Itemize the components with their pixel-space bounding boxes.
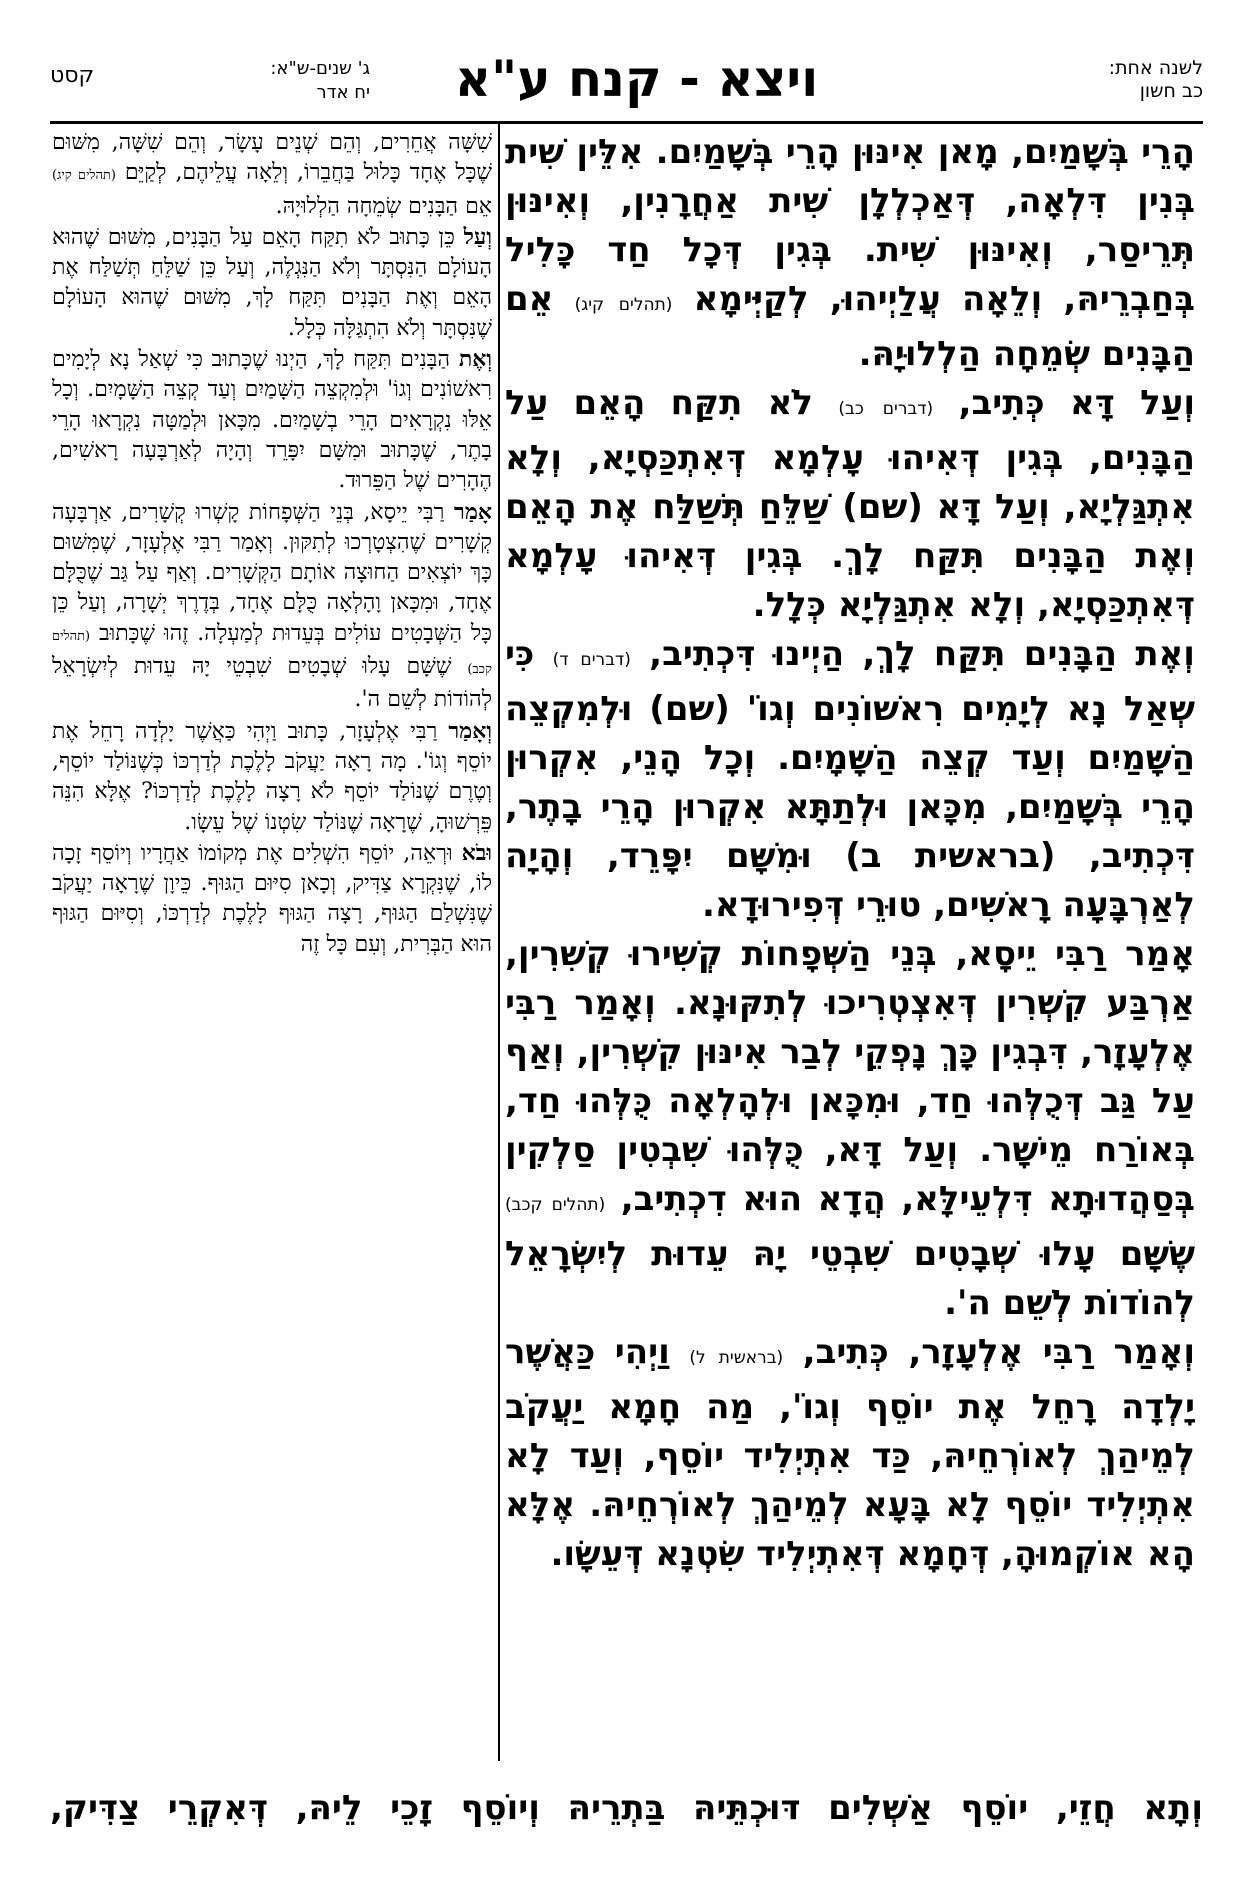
main-paragraph-lead: וְאָמַר xyxy=(1113,1332,1195,1372)
main-paragraph-tail: אֵם הַבָּנִים שְׂמֵחָה הַלְלוּיָהּ. xyxy=(505,279,1195,374)
main-reference: (תהלים קיג) xyxy=(574,295,673,315)
commentary-text: כֵּן כָּתוּב לֹא תִקַּח הָאֵם עַל הַבָּנִים, מִשּׁוּם שֶׁהוּא הָעוֹלָם הַנִּסְתָּר וְלֹא הַנִּגְלֶה, וְעַל כֵּן שַׁלֵּחַ תְּשַׁלַּח אֶת הָאֵם וְאֶת הַבָּנִים תִּקַּח לָךְ, מִשּׁוּם שֶׁהוּא הָעוֹלָם שֶׁנִּסְתָּר וְלֹא הִתְגַּלָּה כְּלָל. xyxy=(52,224,492,341)
running-header xyxy=(50,50,1203,119)
header-alt-schedule-date: יח אדר xyxy=(316,82,370,103)
header-alt-schedule xyxy=(170,57,370,105)
main-reference: (תהלים קכב) xyxy=(505,1195,606,1215)
column-divider xyxy=(498,121,500,1761)
main-paragraph-lead: וְעַל xyxy=(1140,383,1195,423)
main-reference: (דברים כב) xyxy=(838,399,934,419)
commentary-lead: וְאֶת xyxy=(458,346,492,373)
header-study-schedule xyxy=(1109,57,1203,103)
page-number: קסט xyxy=(50,63,95,88)
commentary-text: הַבָּנִים תִּקַּח לָךְ, הַיְנוּ שֶׁכָּתוּב כִּי שְׁאַל נָא לְיָמִים רִאשׁוֹנִים וְגוֹ' וּלְמִקְצֵה הַשָּׁמַיִם וְעַד קְצֵה הַשָּׁמָיִם. וְכָל אֵלּוּ נִקְרָאִים הָרֵי בְשָׁמַיִם. מִכָּאן וּלְמַטָּה נִקְרָאוּ הָרֵי בָתֶר, שֶׁכָּתוּב וּמִשָּׁם יִפָּרֵד וְהָיָה לְאַרְבָּעָה רָאשִׁים, הֶהָרִים שֶׁל הַפֵּרוּד. xyxy=(52,347,492,494)
commentary-lead: אָמַר xyxy=(454,498,492,525)
bottom-full-width-line: וְתָא חֲזֵי, יוֹסֵף אַשְׁלִים דּוּכְתֵּיהּ בַּתְרֵיהּ וְיוֹסֵף זָכֵי לֵיהּ, דְּאִקְרֵי צַדִּיק, xyxy=(50,1788,1203,1828)
main-reference: (דברים ד) xyxy=(552,650,631,670)
main-paragraph-lead: וְאֶת xyxy=(1135,634,1195,674)
header-left-block xyxy=(50,57,390,117)
header-rule xyxy=(50,121,1203,124)
main-paragraph xyxy=(505,630,1195,930)
commentary-reference: (תהלים קכב) xyxy=(52,628,492,678)
commentary-text: שִׁשָּׁה אֲחֵרִים, וְהֵם שְׁנֵים עָשָׂר, וְהֵם שִׁשָּׁה, מִשּׁוּם שֶׁכָּל אֶחָד כָּלוּל בַּחֲבֵרוֹ, וְלֵאָה עֲלֵיהֶם, לְקַיֵּם xyxy=(52,130,492,186)
commentary-lead: וּבֹא xyxy=(461,839,492,866)
main-paragraph-text: רַבִּי יֵיסָא, בְּנֵי הַשְּׁפָחוֹת קְשִׁירוּ קְשִׁרִין, אַרְבַּע קִשְׁרִין דְּאִצְטְרִיכוּ לְתִקּוּנָא. וְאָמַר רַבִּי אֶלְעָזָר, דִּבְגִין כָּךְ נָפְקֵי לְבַר אִינּוּן קִשְׁרִין, וְאַף עַל גַּב דְּכֻלְּהוּ חַד, וּמִכָּאן וּלְהָלְאָה כֻּלְּהוּ חַד, בְּאוֹרַח מֵישָׁר. וְעַל דָּא, כֻּלְּהוּ שִׁבְטִין סַלְקִין בְּסַהֲדוּתָא דִּלְעֵילָּא, הֲדָא הוּא דִכְתִיב, xyxy=(505,934,1195,1219)
main-text-column xyxy=(505,128,1195,1758)
main-paragraph-tail: שֶׁשָּׁם עָלוּ שְׁבָטִים שִׁבְטֵי יָהּ עֵדוּת לְיִשְׂרָאֵל לְהוֹדוֹת לְשֵׁם ה'. xyxy=(505,1234,1195,1323)
page-title: ויצא - קנח ע"א xyxy=(454,50,819,108)
main-paragraph-lead: אָמַר xyxy=(1125,934,1195,974)
main-paragraph-tail: כִּי שְׁאַל נָא לְיָמִים רִאשׁוֹנִים וְגוֹ' (שם) וּלְמִקְצֵה הַשָּׁמַיִם וְעַד קְצֵה הַשָּׁמָיִם. וְכָל הָנֵי, אִקְרוּן הָרֵי בְּשָׁמַיִם, מִכָּאן וּלְתַתָּא אִקְרוּן הָרֵי בָתֶר, דִּכְתִיב, (בראשית ב) וּמִשָּׁם יִפָּרֵד, וְהָיָה לְאַרְבָּעָה רָאשִׁים, טוּרֵי דְּפִירוּדָא. xyxy=(505,634,1195,925)
main-paragraph-text: רַבִּי אֶלְעָזָר, כְּתִיב, xyxy=(802,1332,1094,1372)
commentary-paragraph xyxy=(52,716,492,838)
commentary-paragraph xyxy=(52,222,492,344)
main-paragraph xyxy=(505,1328,1195,1579)
main-reference: (בראשית ל) xyxy=(689,1348,784,1368)
header-alt-schedule-label: ג' שנים-ש"א: xyxy=(270,58,370,79)
main-paragraph xyxy=(505,930,1195,1328)
commentary-text: רַבִּי יֵיסָא, בְּנֵי הַשְּׁפָחוֹת קָשְׁרוּ קְשָׁרִים, אַרְבָּעָה קְשָׁרִים שֶׁהִצְטָרְכוּ לְתִקּוּן. וְאָמַר רַבִּי אֶלְעָזָר, שֶׁמִּשּׁוּם כָּךְ יוֹצְאִים הַחוּצָה אוֹתָם הַקְּשָׁרִים. וְאַף עַל גַּב שֶׁכֻּלָּם אֶחָד, וּמִכָּאן וָהָלְאָה כֻּלָּם אֶחָד, בְּדֶרֶךְ יְשָׁרָה, וְעַל כֵּן כָּל הַשְּׁבָטִים עוֹלִים בְּעֵדוּת לְמַעְלָה. זֶהוּ שֶׁכָּתוּב xyxy=(52,499,492,646)
commentary-paragraph xyxy=(52,344,492,496)
main-paragraph-text: דָּא כְּתִיב, xyxy=(958,383,1115,423)
commentary-paragraph xyxy=(52,128,492,222)
commentary-lead: וְאָמַר xyxy=(448,717,492,744)
header-schedule-label: לשנה אחת: xyxy=(1108,57,1203,79)
main-paragraph xyxy=(505,128,1195,379)
commentary-text: וּרְאֵה, יוֹסֵף הִשְׁלִים אֶת מְקוֹמוֹ אַחֲרָיו וְיוֹסֵף זָכָה לוֹ, שֶׁנִּקְרָא צַדִּיק, וְכָאן סִיּוּם הַגּוּף. כֵּיוָן שֶׁרָאָה יַעֲקֹב שֶׁנִּשְׁלַם הַגּוּף, רָצָה הַגּוּף לָלֶכֶת לְדַרְכּוֹ, וְסִיּוּם הַגּוּף הוּא הַבְּרִית, וְעִם כָּל זֶה xyxy=(52,840,492,957)
commentary-text: רַבִּי אֶלְעָזָר, כָּתוּב וַיְהִי כַּאֲשֶׁר יָלְדָה רָחֵל אֶת יוֹסֵף וְגוֹ'. מָה רָאָה יַעֲקֹב לָלֶכֶת לְדַרְכּוֹ כְּשֶׁנּוֹלַד יוֹסֵף, וְטֶרֶם שֶׁנּוֹלַד יוֹסֵף לֹא רָצָה לָלֶכֶת לְדַרְכּוֹ? אֶלָּא הִנֵּה פֵּרְשׁוּהָ, שֶׁרָאָה שֶׁנּוֹלַד שִׂטְנוֹ שֶׁל עֵשָׂו. xyxy=(52,718,492,835)
commentary-reference: (תהלים קיג) xyxy=(52,168,116,184)
main-paragraph xyxy=(505,379,1195,630)
commentary-tail: אֵם הַבָּנִים שְׂמֵחָה הַלְלוּיָהּ. xyxy=(275,193,492,219)
main-paragraph-text: הָרֵי בְּשָׁמַיִם, מָאן אִינּוּן הָרֵי בְּשָׁמַיִם. אִלֵּין שִׁית בְּנִין דִּלְאָה, דְּאַכְלְלָן שִׁית אַחֲרָנִין, וְאִינּוּן תְּרֵיסַר, וְאִינּוּן שִׁית. בְּגִין דְּכָל חַד כָּלִיל בְּחַבְרֵיהּ, וְלֵאָה עֲלַיְיהוּ, לְקַיְּימָא xyxy=(505,132,1195,319)
main-paragraph-text: הַבָּנִים תִּקַּח לָךְ, הַיְינוּ דִּכְתִיב, xyxy=(649,634,1117,674)
commentary-paragraph xyxy=(52,838,492,960)
commentary-column xyxy=(52,128,492,1758)
commentary-lead: וְעַל xyxy=(463,223,492,250)
main-paragraph-tail: לֹא תִקַּח הָאֵם עַל הַבָּנִים, בְּגִין דְּאִיהוּ עָלְמָא דְּאִתְכַּסְיָא, וְלָא אִתְגַּלְיָא, וְעַל דָּא (שם) שַׁלֵּחַ תְּשַׁלַּח אֶת הָאֵם וְאֶת הַבָּנִים תִּקַּח לָךְ. בְּגִין דְּאִיהוּ עָלְמָא דְּאִתְכַּסְיָא, וְלָא אִתְגַּלְיָא כְּלָל. xyxy=(505,383,1195,625)
header-schedule-date: כב חשון xyxy=(1139,80,1203,102)
commentary-tail: שֶׁשָּׁם עָלוּ שְׁבָטִים שִׁבְטֵי יָהּ עֵדוּת לְיִשְׂרָאֵל לְהוֹדוֹת לְשֵׁם ה'. xyxy=(52,654,492,713)
main-paragraph-tail: וַיְהִי כַּאֲשֶׁר יָלְדָה רָחֵל אֶת יוֹסֵף וְגוֹ', מַה חָמָא יַעֲקֹב לְמֵיהַךְ לְאוֹרְחֵיהּ, כַּד אִתְיְלִיד יוֹסֵף, וְעַד לָא אִתְיְלִיד יוֹסֵף לָא בָּעָא לְמֵיהַךְ לְאוֹרְחֵיהּ. אֶלָּא הָא אוֹקְמוּהָ, דְּחָמָא דְּאִתְיְלִיד שִׂטְנָא דְּעֵשָׂו. xyxy=(505,1332,1195,1574)
commentary-paragraph xyxy=(52,497,492,716)
